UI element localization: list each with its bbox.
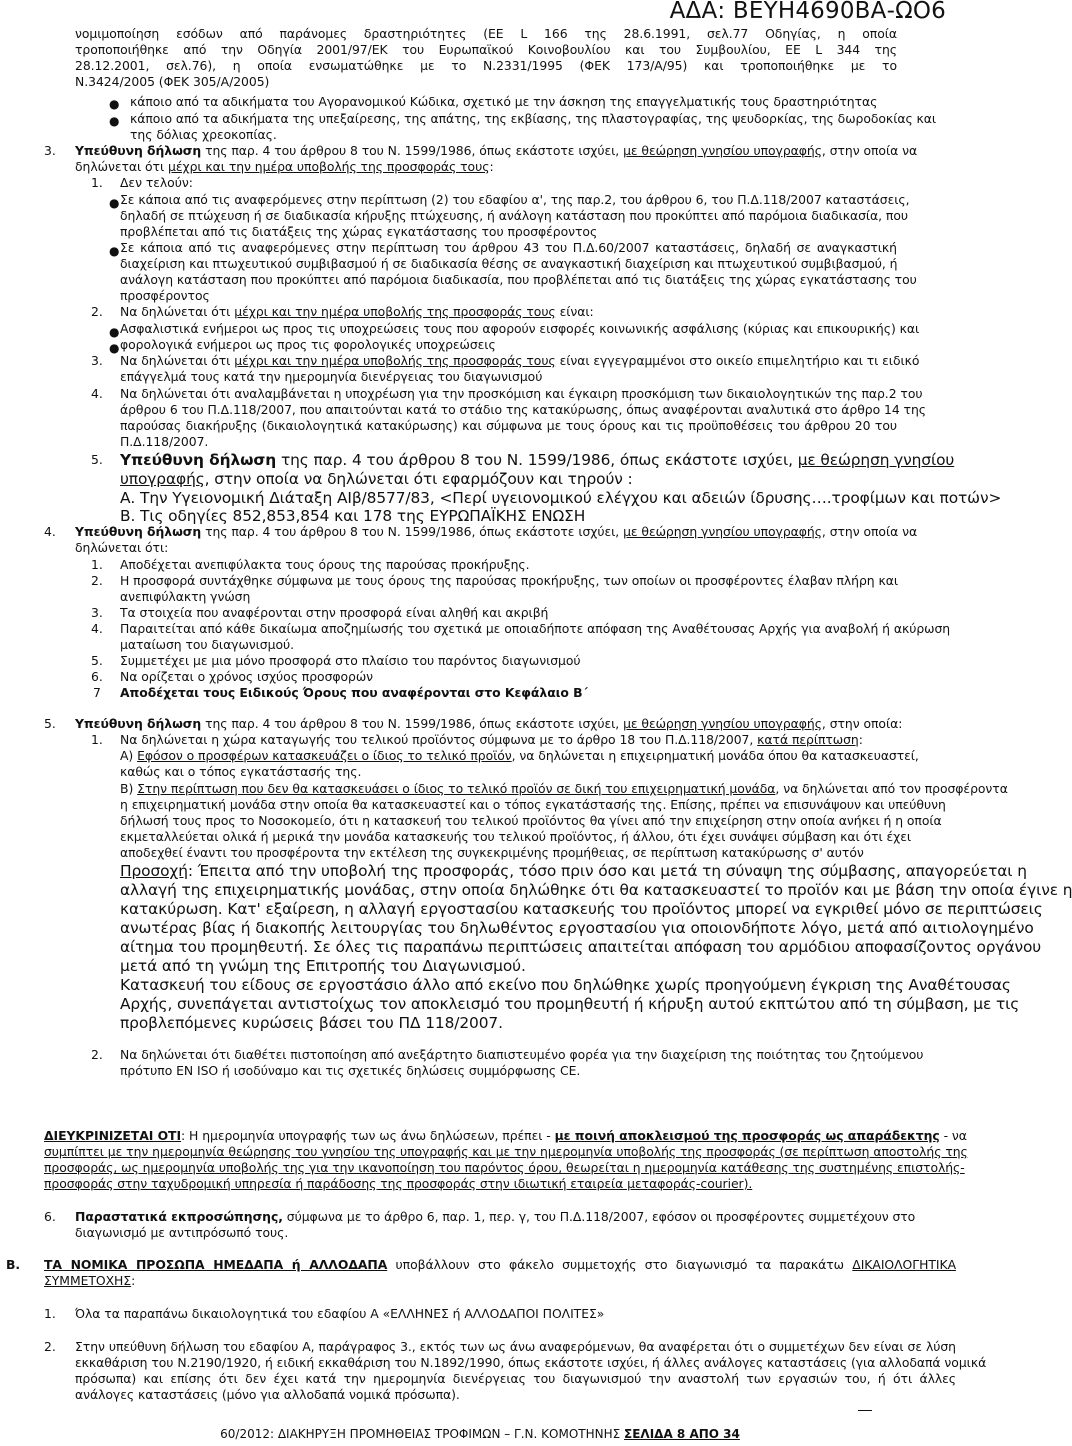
text-span: είναι:: [559, 304, 594, 319]
text-span: Α): [120, 748, 134, 763]
bullet-icon: ●: [109, 244, 120, 258]
text-line: νομιμοποίηση εσόδων από παράνομες δραστηριότητες (ΕΕ L 166 της 28.6.1991, σελ.77 Οδηγίας, η οποία: [75, 26, 897, 41]
text-line: Α. Την Υγειονομική Διάταξη ΑΙβ/8577/83, <Περί υγειονομικού ελέγχου και αδειών ίδρυσης….τροφίμων και ποτών>: [120, 489, 1002, 507]
section-number: 4.: [44, 524, 56, 539]
text-line: [120, 451, 954, 470]
text-line: η επιχειρηματική μονάδα στην οποία θα κατασκευαστεί και ο τόπος εγκατάστασής της. Επίσης, πρέπει να επισυνάψουν και υπεύθυνη: [120, 797, 946, 812]
text-line: Β. Τις οδηγίες 852,853,854 και 178 της ΕΥΡΩΠΑΪΚΗΣ ΕΝΩΣΗ: [120, 507, 586, 525]
item-number: 1.: [91, 732, 103, 747]
text-line: Δεν τελούν:: [120, 175, 193, 190]
text-line: πρόσωπα) και επίσης ότι δεν έχει κατά την ημερομηνία διενέργειας του διαγωνισμού την αναστολή των εργασιών του, ή ότι άλλες: [75, 1371, 956, 1386]
text-span: της παρ. 4 του άρθρου 8 του Ν. 1599/1986, όπως εκάστοτε ισχύει,: [280, 451, 793, 469]
text-line: κατακύρωση. Κατ' εξαίρεση, η αλλαγή εργοστασίου κατασκευής του προϊόντος μπορεί να εγκριθεί μόνο σε περιπτώσεις: [120, 900, 1043, 918]
bullet-icon: ●: [109, 114, 120, 128]
section-heading: [75, 716, 902, 732]
bullet-icon: ●: [109, 97, 120, 111]
underlined-text: ΣΥΜΜΕΤΟΧΗΣ: [44, 1273, 132, 1288]
text-line: Κατασκευή του είδους σε εργοστάσιο άλλο από εκείνο που δηλώθηκε χωρίς προηγούμενη έγκριση της Αναθέτουσας: [120, 976, 1011, 994]
underlined-text: με θεώρηση γνησίου υπογραφής: [623, 524, 822, 539]
underlined-text: με θεώρηση γνησίου υπογραφής: [623, 716, 822, 731]
underlined-text: με θεώρηση γνησίου: [797, 451, 955, 469]
section-heading: [44, 1257, 956, 1273]
text-line: [120, 304, 594, 320]
item-number: 3.: [91, 353, 103, 368]
list-item: Τα στοιχεία που αναφέρονται στην προσφορά είναι αληθή και ακριβή: [120, 605, 549, 620]
underlined-text: ΔΙΕΥΚΡΙΝΙΖΕΤΑΙ ΟΤΙ: [44, 1128, 182, 1143]
list-item: Παραιτείται από κάθε δικαίωμα αποζημίωσής του σχετικά με οποιαδήποτε απόφαση της Αναθέτουσας Αρχής για αναβολή ή ακύρωση: [120, 621, 951, 636]
text-line: δηλαδή σε πτώχευση ή σε διαδικασία κήρυξης πτώχευσης, ή ανάλογη κατάσταση που προκύπτει από παρόμοια διαδικασία, που: [120, 208, 908, 223]
heading-bold: Υπεύθυνη δήλωση: [75, 143, 202, 158]
text-line: Ν.3424/2005 (ΦΕΚ 305/Α/2005): [75, 74, 270, 89]
item-number: 4.: [91, 386, 103, 401]
text-span: είναι εγγεγραμμένοι στο οικείο επιμελητήριο και τι ειδικό: [559, 353, 920, 368]
text-line: εκκαθάριση του Ν.2190/1920, ή ειδική εκκαθάριση του Ν.1892/1990, όπως εκάστοτε ισχύει, ή άλλες ανάλογες καταστάσεις (για αλλοδαπά νομικά: [75, 1355, 987, 1370]
text-span: , στην οποία να: [821, 524, 918, 539]
item-number: 2.: [44, 1339, 56, 1354]
text-line: προσφοράς, ως ημερομηνία υποβολής της για την ικανοποίηση του παρόντος όρου, θεωρείται η ημερομηνία κατάθεσης της συστημένης επιστολής-: [44, 1160, 965, 1175]
text-line: [44, 1273, 135, 1289]
text-line: προσφοράς στην ταχυδρομική υπηρεσία ή παράδοσης της προσφοράς στην ιδιωτική εταιρεία μεταφοράς-courier).: [44, 1176, 753, 1191]
text-line: προβλεπόμενες κυρώσεις βάσει του ΠΔ 118/2007.: [120, 1014, 503, 1032]
underlined-text: μέχρι και την ημέρα υποβολής της προσφοράς τους: [234, 353, 556, 368]
bullet-icon: ●: [109, 341, 120, 355]
text-span: υποβάλλουν στο φάκελο συμμετοχής στο διαγωνισμό τα παρακάτω: [395, 1257, 844, 1272]
text-span: Να δηλώνεται ότι: [120, 353, 231, 368]
item-number: 4.: [91, 621, 103, 636]
text-span: :: [489, 159, 494, 174]
underlined-text: με ποινή αποκλεισμού της προσφοράς ως απαράδεκτης: [554, 1128, 940, 1143]
underlined-text: μέχρι και την ημέρα υποβολής της προσφοράς τους: [168, 159, 490, 174]
underlined-text: ΤΑ ΝΟΜΙΚΑ ΠΡΟΣΩΠΑ ΗΜΕΔΑΠΑ ή ΑΛΛΟΔΑΠΑ: [44, 1257, 388, 1272]
underlined-text: Εφόσον ο προσφέρων κατασκευάζει ο ίδιος το τελικό προϊόν: [137, 748, 512, 763]
text-span: της παρ. 4 του άρθρου 8 του Ν. 1599/1986, όπως εκάστοτε ισχύει,: [205, 143, 620, 158]
item-number: 2.: [91, 304, 103, 319]
section-number: 5.: [44, 716, 56, 731]
text-line: 28.12.2001, σελ.76), η οποία ενσωματώθηκε με το Ν.2331/1995 (ΦΕΚ 173/Α/95) και τροποποιήθηκε με το: [75, 58, 897, 73]
underlined-text: με θεώρηση γνησίου υπογραφής: [623, 143, 822, 158]
text-line: διαχείριση και πτωχευτικού συμβιβασμού ή σε διαδικασία θέσης σε αναγκαστική διαχείριση και πτωχευτικού συμβιβασμού, ή: [120, 256, 898, 271]
item-number: 7: [93, 685, 101, 700]
text-span: σύμφωνα με το άρθρο 6, παρ. 1, περ. γ, του Π.Δ.118/2007, εφόσον οι προσφέροντες συμμετέχουν στο: [286, 1209, 916, 1224]
text-line: καθώς και ο τόπος εγκατάστασής της.: [120, 764, 362, 779]
text-span: Να δηλώνεται ότι: [120, 304, 231, 319]
text-line: [120, 353, 920, 369]
heading-bold: Υπεύθυνη δήλωση: [75, 524, 202, 539]
text-line: [120, 748, 919, 764]
text-span: :: [858, 732, 863, 747]
underlined-text: Στην περίπτωση που δεν θα κατασκευάσει ο ίδιος το τελικό προϊόν σε δική του επιχειρηματική μονάδα: [137, 781, 776, 796]
text-line: Να δηλώνεται ότι αναλαμβάνεται η υποχρέωση για την προσκόμιση και έγκαιρη προσκόμιση των δικαιολογητικών της παρ.2 του: [120, 386, 923, 401]
text-line: δηλώνεται ότι:: [75, 540, 169, 555]
underlined-text: κατά περίπτωση: [757, 732, 859, 747]
text-line: [120, 732, 863, 748]
text-line: κάποιο από τα αδικήματα της υπεξαίρεσης, της απάτης, της εκβίασης, της πλαστογραφίας, της ψευδορκίας, της δωροδοκίας και: [130, 111, 937, 126]
text-line: [120, 781, 1008, 797]
text-span: , να δηλώνεται από τον προσφέροντα: [775, 781, 1008, 796]
text-span: : Έπειτα από την υποβολή της προσφοράς, τόσο πριν όσο και μετά τη σύναψη της σύμβασης, απαγορεύεται η: [187, 862, 1027, 880]
text-line: Π.Δ.118/2007.: [120, 434, 209, 449]
text-span: Να δηλώνεται η χώρα καταγωγής του τελικού προϊόντος σύμφωνα με το άρθρο 18 του Π.Δ.118/2007,: [120, 732, 754, 747]
section-letter: Β.: [6, 1257, 21, 1272]
text-line: [120, 862, 1027, 881]
text-line: παρούσας διακήρυξης (δικαιολογητικά κατακύρωσης) και σύμφωνα με τους όρους και τις προϋποθέσεις του άρθρου 20 του: [120, 418, 897, 433]
list-item: Να ορίζεται ο χρόνος ισχύος προσφορών: [120, 669, 374, 684]
text-line: πρότυπο EN ISO ή ισοδύναμο και τις σχετικές δηλώσεις συμμόρφωσης CE.: [120, 1063, 581, 1078]
text-span: της παρ. 4 του άρθρου 8 του Ν. 1599/1986, όπως εκάστοτε ισχύει,: [205, 524, 620, 539]
text-line: διαγωνισμό με αντιπρόσωπό τους.: [75, 1225, 289, 1240]
text-line: κάποιο από τα αδικήματα του Αγορανομικού Κώδικα, σχετικό με την άσκηση της επαγγελματικής τους δραστηριότητας: [130, 94, 878, 109]
text-line: συμπίπτει με την ημερομηνία θεώρησης του γνησίου της υπογραφής και με την ημερομηνία υποβολής της προσφοράς (σε περίπτωση αποστολής της: [44, 1144, 968, 1159]
text-line: δήλωσή τους προς το Νοσοκομείο, ότι η κατασκευή του τελικού προϊόντος θα γίνει από την επιχείρηση στην οποία ανήκει ή η οποία: [120, 813, 942, 828]
text-line: της δόλιας χρεοκοπίας.: [130, 127, 277, 142]
page-footer: [0, 1427, 960, 1441]
underlined-text: ΔΙΚΑΙΟΛΟΓΗΤΙΚΑ: [852, 1257, 956, 1272]
text-line: Όλα τα παραπάνω δικαιολογητικά του εδαφίου Α «ΕΛΛΗΝΕΣ ή ΑΛΛΟΔΑΠΟΙ ΠΟΛΙΤΕΣ»: [75, 1306, 605, 1321]
text-span: : Η ημερομηνία υπογραφής των ως άνω δηλώσεων, πρέπει -: [181, 1128, 551, 1143]
page-number: ΣΕΛΙΔΑ 8 ΑΠΟ 34: [624, 1427, 740, 1441]
section-heading: [75, 1209, 915, 1225]
list-item: Η προσφορά συντάχθηκε σύμφωνα με τους όρους της παρούσας προκήρυξης, των οποίων οι προσφέροντες έλαβαν πλήρη και: [120, 573, 898, 588]
heading-bold: Υπεύθυνη δήλωση: [75, 716, 202, 731]
text-line: Σε κάποια από τις αναφερόμενες στην περίπτωση (2) του εδαφίου α', της παρ.2, του άρθρου 6, του Π.Δ.118/2007 καταστάσεις,: [120, 192, 910, 207]
underlined-text: μέχρι και την ημέρα υποβολής της προσφοράς τους: [234, 304, 556, 319]
text-span: :: [131, 1273, 136, 1288]
text-line: αποδεχθεί έναντι του προσφέροντα την εκτέλεση της συγκεκριμένης προμήθειας, σε περίπτωση κατακύρωσης σ' αυτόν: [120, 845, 864, 860]
text-span: , στην οποία:: [821, 716, 903, 731]
list-item: Συμμετέχει με μια μόνο προσφορά στο πλαίσιο του παρόντος διαγωνισμού: [120, 653, 581, 668]
section-heading: [75, 143, 918, 159]
text-line: Σε κάποια από τις αναφερόμενες στην περίπτωση του άρθρου 43 του Π.Δ.60/2007 καταστάσεις, δηλαδή σε αναγκαστική: [120, 240, 897, 255]
text-line: επάγγελμά τους κατά την ημερομηνία διενέργειας του διαγωνισμού: [120, 369, 543, 384]
item-number: 5.: [91, 653, 103, 668]
decorative-dash: [858, 1410, 872, 1411]
section-heading: [75, 524, 918, 540]
bullet-icon: ●: [109, 196, 120, 210]
text-line: άρθρου 6 του Π.Δ.118/2007, που απαιτούνται κατά το στάδιο της κατακύρωσης, όπως αναφέρονται αναλυτικά στο άρθρο 14 της: [120, 402, 926, 417]
text-line: Στην υπεύθυνη δήλωση του εδαφίου Α, παράγραφος 3., εκτός των ως άνω αναφερόμενων, θα αναφέρεται ότι ο συμμετέχων δεν είναι σε λύση: [75, 1339, 956, 1354]
item-number: 1.: [91, 175, 103, 190]
item-number: 2.: [91, 1047, 103, 1062]
item-number: 5.: [91, 452, 103, 467]
text-line: αίτημα του προμηθευτή. Σε όλες τις παραπάνω περιπτώσεις απαιτείται απόφαση του αρμόδιου αποφασίζοντος οργάνου: [120, 938, 1042, 956]
text-line: φορολογικά ενήμεροι ως προς τις φορολογικές υποχρεώσεις: [120, 337, 496, 352]
text-line: [120, 470, 633, 489]
item-number: 3.: [91, 605, 103, 620]
bullet-icon: ●: [109, 325, 120, 339]
underlined-text: Προσοχή: [120, 862, 188, 880]
text-span: δηλώνεται ότι: [75, 159, 165, 174]
text-line: τροποποιήθηκε από την Οδηγία 2001/97/ΕΚ του Ευρωπαϊκού Κοινοβουλίου και του Συμβουλίου, ΕΕ L 344 της: [75, 42, 897, 57]
footer-title: 60/2012: ΔΙΑΚΗΡΥΞΗ ΠΡΟΜΗΘΕΙΑΣ ΤΡΟΦΙΜΩΝ – Γ.Ν. ΚΟΜΟΤΗΝΗΣ: [220, 1427, 621, 1441]
text-span: , στην οποία να: [821, 143, 918, 158]
list-item: Αποδέχεται ανεπιφύλακτα τους όρους της παρούσας προκήρυξης.: [120, 557, 530, 572]
text-span: Β): [120, 781, 134, 796]
text-line: προσφέροντος: [120, 288, 210, 303]
text-line: ανάλογες καταστάσεις (μόνο για αλλοδαπά νομικά πρόσωπα).: [75, 1387, 460, 1402]
text-line: ανωτέρας βίας ή διακοπής λειτουργίας του δηλωθέντος εργοστασίου για οποιονδήποτε λόγο, μετά από αιτιολογημένο: [120, 919, 1034, 937]
text-line: μετά από τη γνώμη της Επιτροπής του Διαγωνισμού.: [120, 957, 526, 975]
text-line: Να δηλώνεται ότι διαθέτει πιστοποίηση από ανεξάρτητο διαπιστευμένο φορέα για την διαχείριση της ποιότητας του ζητούμενου: [120, 1047, 924, 1062]
list-item: Αποδέχεται τους Ειδικούς Όρους που αναφέρονται στο Κεφάλαιο Β΄: [120, 685, 588, 700]
ada-code: ΑΔΑ: ΒΕΥΗ4690ΒΑ-ΩΟ6: [669, 0, 946, 24]
item-number: 1.: [44, 1306, 56, 1321]
text-line: αλλαγή της επιχειρηματικής μονάδας, στην οποία δηλώθηκε ότι θα κατασκευαστεί το προϊόν και με βάση την οποία έγινε η: [120, 881, 1072, 899]
heading-bold: Υπεύθυνη δήλωση: [120, 451, 277, 469]
list-item: ανεπιφύλακτη γνώση: [120, 589, 251, 604]
list-item: ματαίωση του διαγωνισμού.: [120, 637, 294, 652]
text-span: - να: [943, 1128, 967, 1143]
item-number: 2.: [91, 573, 103, 588]
text-line: προβλέπεται από τις διατάξεις της χώρας εγκατάστασης του προσφέροντος: [120, 224, 598, 239]
text-line: Αρχής, συνεπάγεται αντιστοίχως τον αποκλεισμό του προμηθευτή ή κήρυξη αυτού εκπτώτου από τη σύμβαση, με τις: [120, 995, 1020, 1013]
clarification-heading: [44, 1128, 967, 1144]
text-line: εκμεταλλεύεται ολικά ή μερικά την μονάδα κατασκευής του τελικού προϊόντος, ή άλλου, ότι έχει συνάψει σύμβαση και ότι έχει: [120, 829, 912, 844]
underlined-text: υπογραφής: [120, 470, 205, 488]
section-number: 6.: [44, 1209, 56, 1224]
item-number: 6.: [91, 669, 103, 684]
text-span: , στην οποία να δηλώνεται ότι εφαρμόζουν και τηρούν :: [204, 470, 633, 488]
text-span: της παρ. 4 του άρθρου 8 του Ν. 1599/1986, όπως εκάστοτε ισχύει,: [205, 716, 620, 731]
text-line: [75, 159, 494, 175]
heading-bold: Παραστατικά εκπροσώπησης,: [75, 1209, 283, 1224]
text-span: , να δηλώνεται η επιχειρηματική μονάδα όπου θα κατασκευαστεί,: [511, 748, 919, 763]
text-line: Ασφαλιστικά ενήμεροι ως προς τις υποχρεώσεις τους που αφορούν εισφορές κοινωνικής ασφάλισης (κύριας και επικουρικής) και: [120, 321, 920, 336]
item-number: 1.: [91, 557, 103, 572]
text-line: ανάλογη κατάσταση που προκύπτει από παρόμοια διαδικασία, που προβλέπεται από τις διατάξεις της χώρας εγκατάστασης του: [120, 272, 917, 287]
section-number: 3.: [44, 143, 56, 158]
